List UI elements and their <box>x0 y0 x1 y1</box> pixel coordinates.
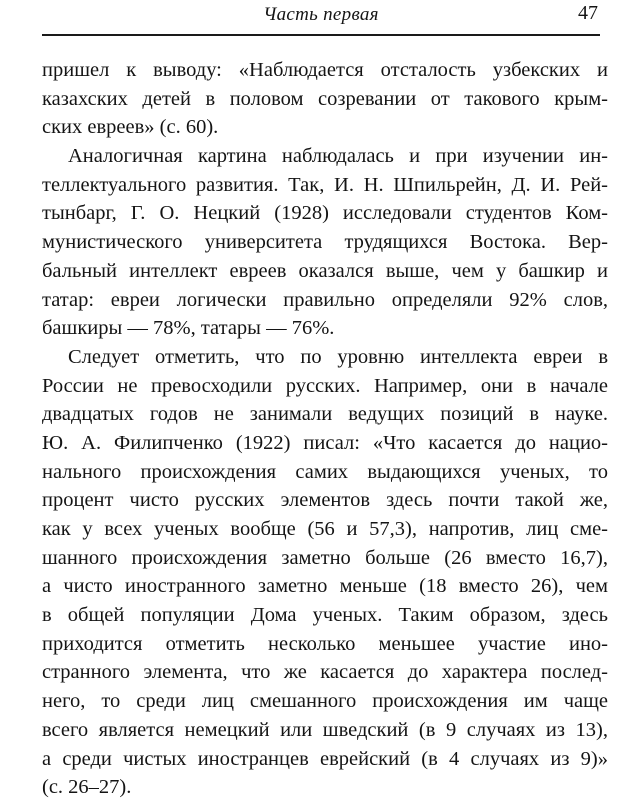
paragraph-1 <box>42 56 608 142</box>
text-line: (с. 26–27). <box>42 776 132 799</box>
text-line: Аналогичная картина наблюдалась и при изучении ин- <box>68 145 608 168</box>
text-line: а среди чистых иностранцев еврейский (в 4 случаях из 9)» <box>42 747 608 770</box>
text-line: него, то среди лиц смешанного происхождения им чаще <box>42 690 608 713</box>
text-line: ских евреев» (с. 60). <box>42 116 219 139</box>
text-line: башкиры — 78%, татары — 76%. <box>42 317 335 340</box>
text-line: Следует отметить, что по уровню интеллекта евреи в <box>68 345 608 368</box>
text-line: нального происхождения самих выдающихся ученых, то <box>42 460 608 483</box>
text-line: теллектуального развития. Так, И. Н. Шпильрейн, Д. И. Рей- <box>42 173 608 196</box>
paragraph-2 <box>42 142 608 343</box>
text-line: пришел к выводу: «Наблюдается отсталость узбекских и <box>42 59 608 81</box>
text-line: тынбарг, Г. О. Нецкий (1928) исследовали студентов Ком- <box>42 202 608 225</box>
text-line: России не превосходили русских. Например, они в начале <box>42 374 608 397</box>
text-line: процент чисто русских элементов здесь почти такой же, <box>42 489 608 512</box>
text-line: татар: евреи логически правильно определяли 92% слов, <box>42 288 608 311</box>
page-number: 47 <box>578 2 598 24</box>
text-line: как у всех ученых вообще (56 и 57,3), напротив, лиц сме- <box>42 518 608 540</box>
running-header <box>42 0 600 36</box>
text-line: Ю. А. Филипченко (1922) писал: «Что касается до нацио- <box>42 431 608 454</box>
text-line: приходится отметить несколько меньшее участие ино- <box>42 632 608 655</box>
text-line: мунистического университета трудящихся Востока. Вер- <box>42 231 608 254</box>
paragraph-3 <box>42 343 608 802</box>
text-line: а чисто иностранного заметно меньше (18 вместо 26), чем <box>42 575 608 598</box>
text-line: странного элемента, что же касается до характера послед- <box>42 661 608 684</box>
text-line: всего является немецкий или шведский (в 9 случаях из 13), <box>42 718 608 741</box>
section-title: Часть первая <box>263 4 379 25</box>
text-line: двадцатых годов не занимали ведущих позиций в науке. <box>42 403 608 426</box>
text-line: в общей популяции Дома ученых. Таким образом, здесь <box>42 604 608 627</box>
body-text <box>42 56 608 802</box>
text-line: бальный интеллект евреев оказался выше, чем у башкир и <box>42 259 608 282</box>
text-line: казахских детей в половом созревании от такового крым- <box>42 87 608 110</box>
text-line: шанного происхождения заметно больше (26 вместо 16,7), <box>42 546 608 569</box>
